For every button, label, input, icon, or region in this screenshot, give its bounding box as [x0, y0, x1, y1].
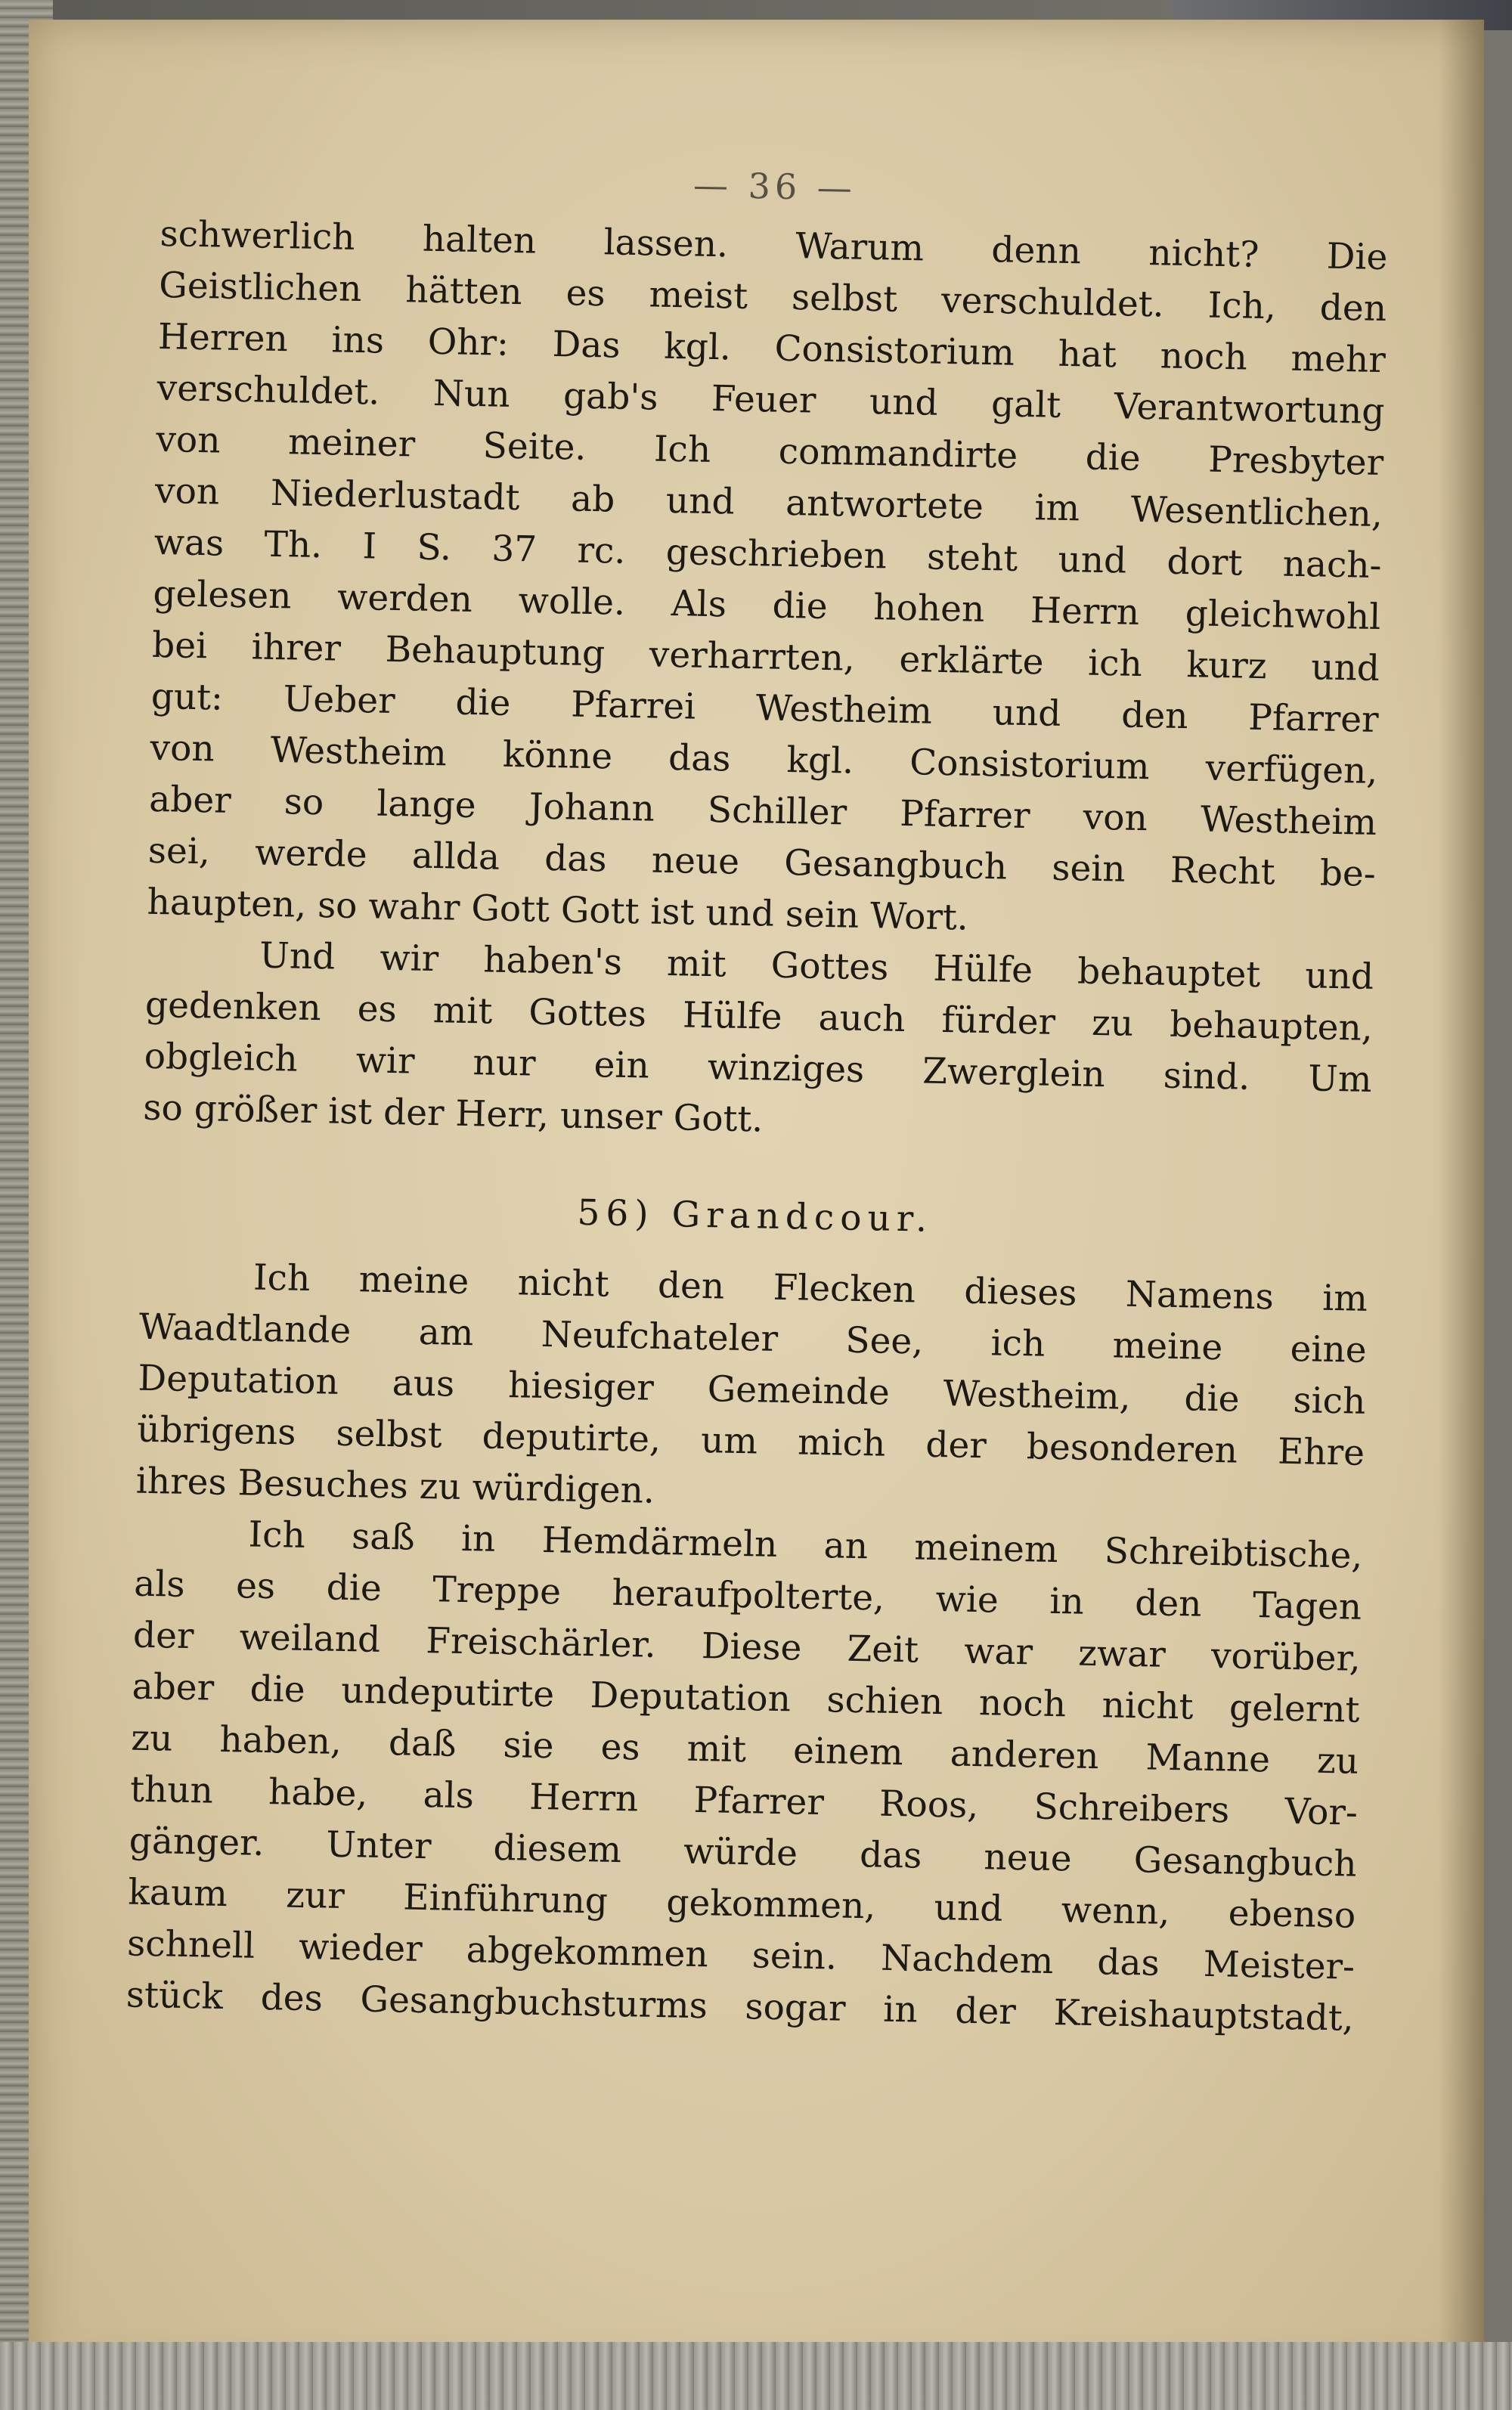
- text-line: was Th. I S. 37 rc. geschrieben steht und dort nach-: [153, 521, 1383, 587]
- paragraph: [143, 928, 1374, 1157]
- section-heading: 56) Grandcour.: [577, 1191, 934, 1241]
- text-line: von Westheim könne das kgl. Consistorium verfügen,: [150, 726, 1378, 793]
- page-text: [125, 141, 1389, 2045]
- paragraph: [135, 1250, 1368, 1531]
- paragraph: [125, 1507, 1363, 2045]
- text-line: aber so lange Johann Schiller Pfarrer von Westheim: [148, 778, 1377, 844]
- text-line: schwerlich halten lassen. Warum denn nicht? Die: [160, 212, 1388, 279]
- text-line: übrigens selbst deputirte, um mich der besonderen Ehre: [136, 1408, 1365, 1474]
- text-line: der weiland Freischärler. Diese Zeit war zwar vorüber,: [132, 1614, 1362, 1680]
- text-line: bei ihrer Behauptung verharrten, erklärte ich kurz und: [151, 624, 1380, 690]
- text-line: sei, werde allda das neue Gesangbuch sein Recht be-: [147, 829, 1377, 895]
- text-line: von Niederlustadt ab und antwortete im Wesentlichen,: [154, 469, 1383, 536]
- text-line: Herren ins Ohr: Das kgl. Consistorium hat noch mehr: [157, 315, 1387, 382]
- text-line: zu haben, daß sie es mit einem anderen Manne zu: [130, 1717, 1359, 1783]
- text-line: stück des Gesangbuchsturms sogar in der Kreishauptstadt,: [125, 1974, 1355, 2040]
- text-line: schnell wieder abgekommen sein. Nachdem das Meister-: [126, 1922, 1356, 1988]
- text-line: Geistlichen hätten es meist selbst verschuldet. Ich, den: [158, 264, 1387, 330]
- text-line: verschuldet. Nun gab's Feuer und galt Verantwortung: [156, 367, 1385, 433]
- text-line: Und wir haben's mit Gottes Hülfe behauptet und: [259, 934, 1374, 998]
- text-line: thun habe, als Herrn Pfarrer Roos, Schreibers Vor-: [129, 1768, 1359, 1834]
- text-line: kaum zur Einführung gekommen, und wenn, ebenso: [127, 1871, 1356, 1937]
- text-line: Ich meine nicht den Flecken dieses Namens im: [253, 1256, 1368, 1320]
- bottom-page-edges: [0, 2342, 1512, 2410]
- text-line: Deputation aus hiesiger Gemeinde Westheim, die sich: [138, 1357, 1366, 1423]
- page-number: — 36 —: [692, 164, 857, 209]
- text-line: von meiner Seite. Ich commandirte die Presbyter: [155, 418, 1384, 485]
- text-line: Waadtlande am Neufchateler See, ich meine eine: [138, 1306, 1368, 1371]
- text-line: gelesen werden wolle. Als die hohen Herrn gleichwohl: [152, 572, 1381, 639]
- text-line: als es die Treppe heraufpolterte, wie in den Tagen: [133, 1563, 1362, 1628]
- text-line: gänger. Unter diesem würde das neue Gesangbuch: [129, 1820, 1358, 1885]
- text-line: aber die undeputirte Deputation schien noch nicht gelernt: [132, 1665, 1360, 1731]
- text-line: so größer ist der Herr, unser Gott.: [142, 1086, 764, 1141]
- text-line: haupten, so wahr Gott Gott ist und sein Wort.: [147, 881, 969, 939]
- text-line: gedenken es mit Gottes Hülfe auch fürder zu behaupten,: [144, 984, 1374, 1049]
- page-gutter-shadow: [1439, 20, 1484, 2378]
- text-line: gut: Ueber die Pfarrei Westheim und den Pfarrer: [150, 675, 1380, 742]
- text-line: Ich saß in Hemdärmeln an meinem Schreibtische,: [248, 1513, 1363, 1577]
- text-line: obgleich wir nur ein winziges Zwerglein sind. Um: [144, 1035, 1372, 1101]
- text-line: ihres Besuches zu würdigen.: [135, 1460, 655, 1512]
- paragraph-continued: [147, 209, 1388, 952]
